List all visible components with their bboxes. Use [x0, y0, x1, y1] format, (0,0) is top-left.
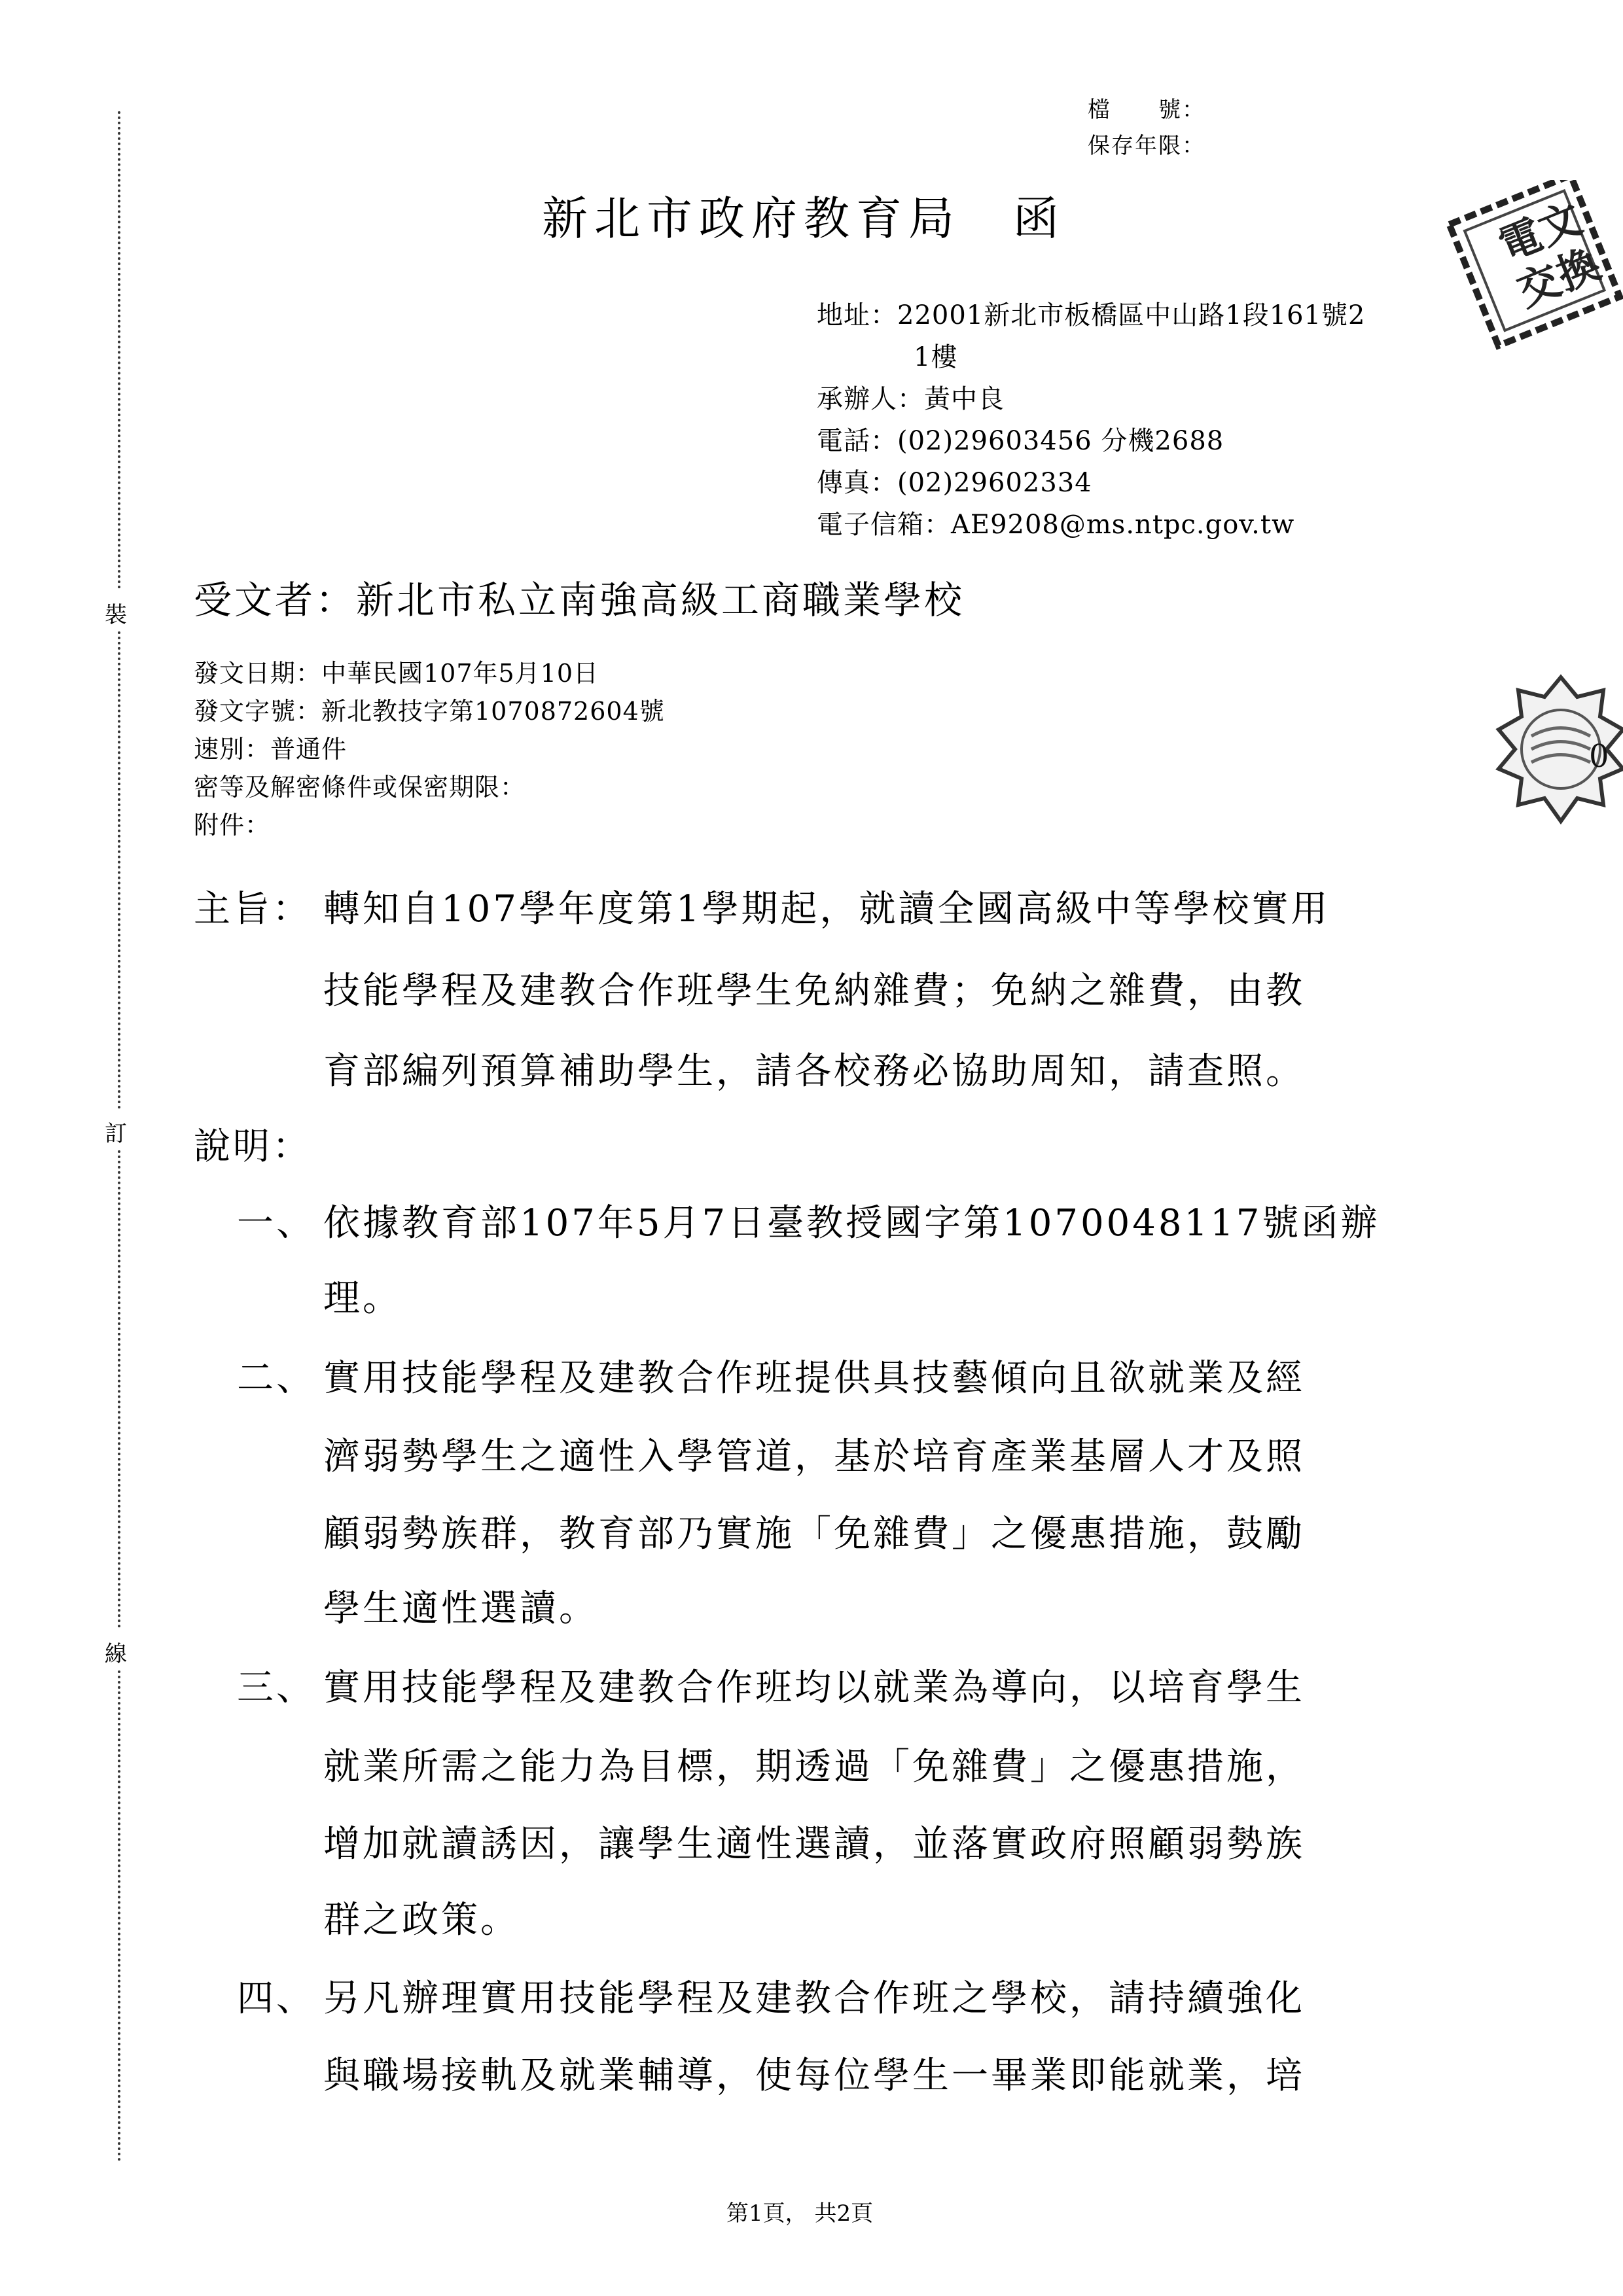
binding-char-ding: 訂 [105, 1121, 127, 1147]
item-2-line-1: 實用技能學程及建教合作班提供具技藝傾向且欲就業及經 [323, 1357, 1305, 1400]
explanation-label: 說明： [194, 1125, 312, 1168]
phone: 電話：(02)29603456 分機2688 [817, 426, 1224, 456]
item-2-line-3: 顧弱勢族群，教育部乃實施「免雜費」之優惠措施，鼓勵 [323, 1513, 1305, 1555]
handler: 承辦人：黃中良 [817, 384, 1005, 414]
meta-block [194, 654, 665, 844]
issue-date: 發文日期：中華民國107年5月10日 [194, 659, 599, 688]
item-1-line-1: 依據教育部107年5月7日臺教授國字第1070048117號函辦 [323, 1202, 1380, 1245]
contact-block [817, 294, 1366, 546]
item-1-line-2: 理。 [323, 1277, 402, 1320]
address-line-1: 地址：22001新北市板橋區中山路1段161號2 [817, 300, 1366, 330]
subject-label: 主旨： [194, 888, 312, 930]
fax: 傳真：(02)29602334 [817, 468, 1092, 498]
recipient: 受文者：新北市私立南強高級工商職業學校 [194, 578, 965, 622]
item-4-line-1: 另凡辦理實用技能學程及建教合作班之學校，請持續強化 [323, 1977, 1305, 2020]
subject-line-3: 育部編列預算補助學生，請各校務必協助周知，請查照。 [323, 1050, 1305, 1093]
round-seal-stamp [1495, 674, 1623, 824]
round-seal-digit: 0 [1589, 738, 1609, 775]
binding-line-bottom [118, 1670, 120, 2161]
speed-class: 速別：普通件 [194, 735, 348, 764]
binding-line-top [118, 111, 120, 589]
item-3-line-4: 群之政策。 [323, 1899, 520, 1941]
item-2-marker: 二、 [237, 1357, 315, 1400]
item-4-marker: 四、 [237, 1977, 315, 2020]
subject-line-1: 轉知自107學年度第1學期起，就讀全國高級中等學校實用 [323, 888, 1330, 930]
binding-line-middle-1 [118, 631, 120, 1109]
svg-text:文: 文 [1531, 194, 1589, 255]
subject-line-2: 技能學程及建教合作班學生免納雜費；免納之雜費，由教 [323, 970, 1305, 1012]
item-1-marker: 一、 [237, 1202, 315, 1245]
page-footer: 第1頁， 共2頁 [726, 2200, 874, 2227]
file-number-field: 檔 號： [1088, 97, 1205, 123]
retention-field: 保存年限： [1088, 133, 1205, 159]
address-line-2: 1樓 [914, 342, 958, 372]
item-3-line-3: 增加就讀誘因，讓學生適性選讀，並落實政府照顧弱勢族 [323, 1823, 1305, 1865]
page-title: 新北市政府教育局 函 [542, 192, 1065, 245]
binding-char-xian: 線 [105, 1641, 127, 1667]
svg-text:電: 電 [1491, 209, 1550, 272]
item-3-marker: 三、 [237, 1667, 315, 1709]
edoc-exchange-stamp [1427, 180, 1623, 363]
secrecy-level: 密等及解密條件或保密期限： [194, 773, 526, 802]
email: 電子信箱：AE9208@ms.ntpc.gov.tw [817, 510, 1295, 540]
attachment: 附件： [194, 811, 271, 839]
item-4-line-2: 與職場接軌及就業輔導，使每位學生一畢業即能就業，培 [323, 2055, 1305, 2097]
svg-text:換: 換 [1550, 239, 1607, 301]
item-3-line-2: 就業所需之能力為目標，期透過「免雜費」之優惠措施， [323, 1746, 1305, 1788]
item-3-line-1: 實用技能學程及建教合作班均以就業為導向，以培育學生 [323, 1667, 1305, 1709]
binding-line-middle-2 [118, 1150, 120, 1628]
item-2-line-2: 濟弱勢學生之適性入學管道，基於培育產業基層人才及照 [323, 1436, 1305, 1478]
svg-text:交: 交 [1510, 255, 1568, 317]
item-2-line-4: 學生適性選讀。 [323, 1587, 598, 1630]
issue-number: 發文字號：新北教技字第1070872604號 [194, 697, 665, 726]
binding-char-zhuang: 裝 [105, 602, 127, 628]
